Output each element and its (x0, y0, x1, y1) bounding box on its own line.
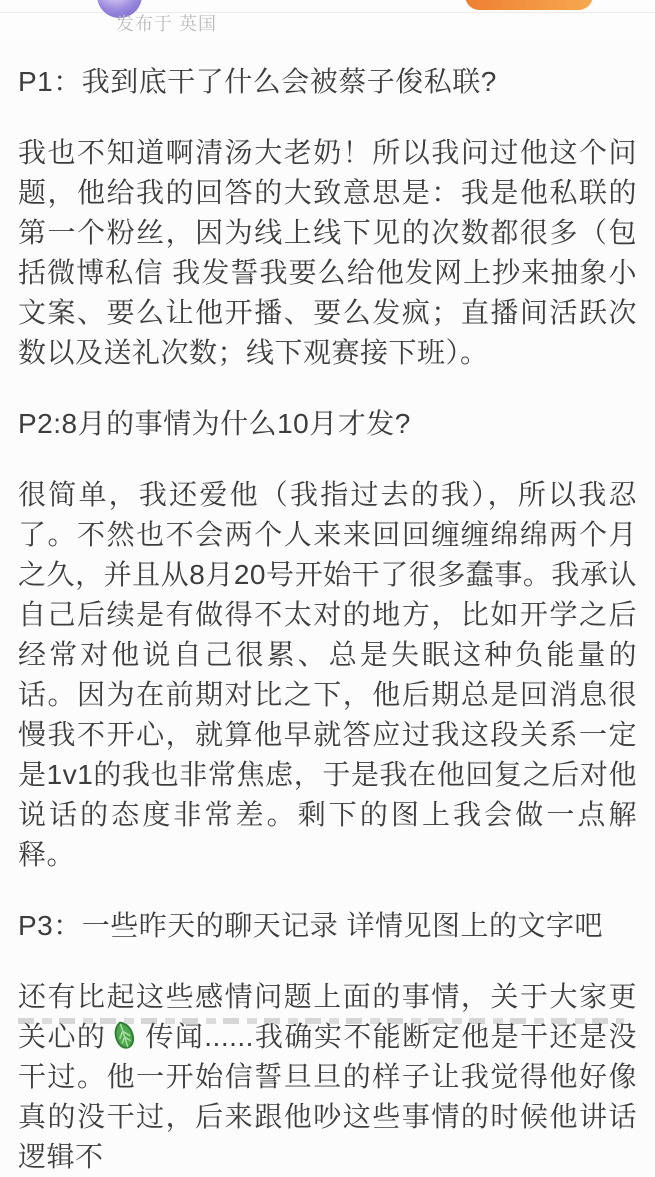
paragraph-p2-body: 很简单，我还爱他（我指过去的我），所以我忍了。不然也不会两个人来来回回缠缠绵绵两个月之久，并且从8月20号开始干了很多蠢事。我承认自己后续是有做得不太对的地方，比如开学之后经常对他说自己很累、总是失眠这种负能量的话。因为在前期对比之下，他后期总是回消息很慢我不开心，就算他早就答应过我这段关系一定是1v1的我也非常焦虑，于是我在他回复之后对他说话的态度非常差。剩下的图上我会做一点解释。 (18, 479, 637, 870)
paragraph-p1-body: 我也不知道啊清汤大老奶！所以我问过他这个问题，他给我的回答的大致意思是：我是他私联的第一个粉丝，因为线上线下见的次数都很多（包括微博私信 我发誓我要么给他发网上抄来抽象小文案、要么让他开播、要么发疯；直播间活跃次数以及送礼次数；线下观赛接下班）。 (18, 137, 637, 368)
clipped-text-remnant (18, 1018, 624, 1024)
paragraph-p4-body (18, 977, 637, 1177)
header-divider (0, 12, 655, 13)
post-content (0, 42, 655, 1177)
post-header (0, 0, 655, 42)
post-location-label: 发布于 英国 (116, 14, 218, 34)
paragraph-p3-title: P3：一些昨天的聊天记录 详情见图上的文字吧 (18, 910, 604, 941)
follow-button[interactable] (465, 0, 593, 10)
paragraph-p1-title: P1：我到底干了什么会被蔡子俊私联? (18, 66, 497, 97)
paragraph-p2-title: P2:8月的事情为什么10月才发? (18, 408, 411, 439)
p4-text-before-emoji: 还有比起这些感情问题上面的事情，关于大家更关心的 (18, 981, 637, 1052)
p4-text-after-emoji: 传闻......我确实不能断定他是干还是没干过。他一开始信誓旦旦的样子让我觉得他好像真的没干过，后来跟他吵这些事情的时候他讲话逻辑不 (18, 1021, 637, 1172)
